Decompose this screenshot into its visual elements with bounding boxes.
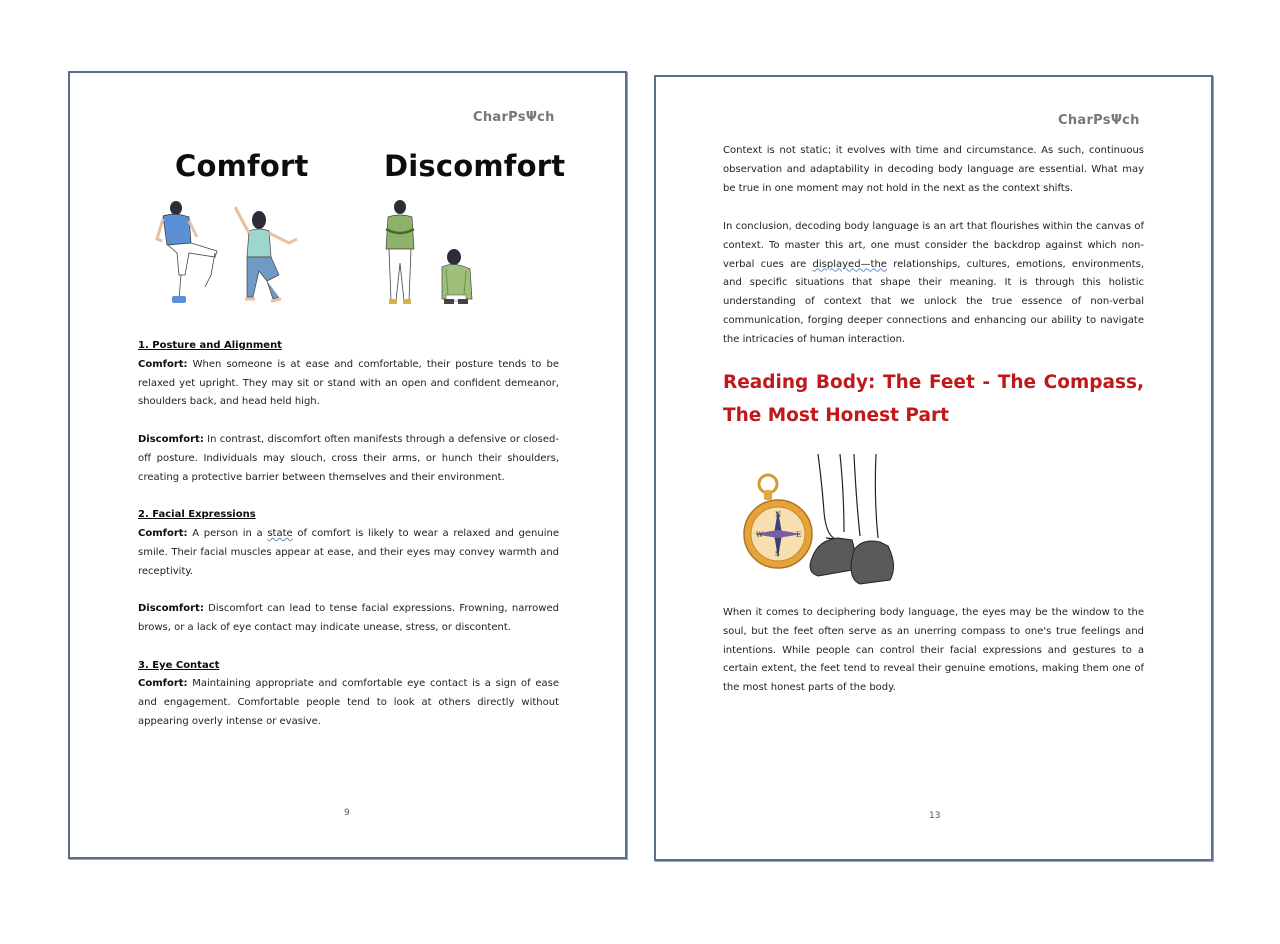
paragraph-text: When someone is at ease and comfortable, their posture tends to be relaxed yet upright. They may sit or stand with an open and confident demeanor, shoulders back, and head held high. — [138, 358, 560, 408]
paragraph — [138, 525, 559, 581]
svg-text:S: S — [775, 550, 780, 558]
paragraph-text: of comfort is likely to wear a relaxed and genuine smile. Their facial muscles appear at ease, and their eyes may convey warmth and receptivity. — [138, 527, 559, 577]
svg-text:N: N — [775, 511, 782, 519]
comfort-people-illustration — [155, 199, 315, 314]
compass-illustration — [744, 475, 812, 568]
comfort-label: Comfort: — [138, 527, 188, 539]
discomfort-title: Discomfort — [384, 149, 566, 183]
paragraph: When it comes to deciphering body language, the eyes may be the window to the soul, but the feet often serve as an unerring compass to one's true feelings and intentions. While people can control their facial expressions and gestures to a certain extent, the feet tend to reveal their genuine emotions, making them one of the most honest parts of the body. — [723, 607, 1144, 694]
discomfort-people-illustration — [380, 199, 490, 314]
svg-text:E: E — [796, 531, 802, 539]
paragraph-text: In contrast, discomfort often manifests through a defensive or closed-off posture. Individuals may slouch, cross their arms, or hunch their shoulders, creating a protective barrier between themselves and their environment. — [138, 433, 559, 483]
feet-shoes-illustration — [818, 454, 878, 540]
paragraph — [138, 356, 559, 412]
paragraph-text: Discomfort can lead to tense facial expressions. Frowning, narrowed brows, or a lack of eye contact may indicate unease, stress, or discontent. — [138, 603, 559, 633]
paragraph — [138, 675, 559, 731]
spellcheck-flagged-word: state — [267, 527, 293, 539]
section-heading: Reading Body: The Feet - The Compass, The Most Honest Part — [723, 372, 1144, 426]
comfort-label: Comfort: — [138, 678, 188, 690]
paragraph — [138, 431, 559, 487]
paragraph-text: relationships, cultures, emotions, environments, and specific situations that shape their meaning. It is through this holistic understanding of context that we unlock the true essence of non-verbal communication, forging deeper connections and enhancing our ability to navigate the intricacies of human interaction. — [723, 258, 1145, 345]
compass-feet-illustration — [742, 454, 922, 589]
page-number: 13 — [929, 811, 941, 821]
page-number: 9 — [344, 808, 350, 818]
svg-text:W: W — [756, 531, 764, 539]
spellcheck-flagged-word: displayed—the — [812, 258, 887, 270]
paragraph-text: In conclusion, decoding body language is an art that flourishes within the canvas of context. To master this art, one must consider the backdrop against which non-verbal cues are — [723, 221, 1144, 270]
brand-logo: CharPsΨch — [473, 110, 555, 125]
comfort-title: Comfort — [175, 149, 309, 183]
paragraph-text: Maintaining appropriate and comfortable eye contact is a sign of ease and engagement. Comfortable people tend to look at others directly without appearing overly intense or evasive. — [138, 678, 559, 727]
comfort-label: Comfort: — [138, 358, 188, 370]
section-title: 3. Eye Contact — [138, 659, 220, 671]
discomfort-label: Discomfort: — [138, 603, 204, 615]
brand-logo: CharPsΨch — [1058, 113, 1140, 128]
discomfort-label: Discomfort: — [138, 433, 204, 445]
document-page-left — [68, 71, 627, 859]
paragraph — [723, 218, 1144, 350]
paragraph-text: A person in a — [192, 527, 263, 539]
section-title: 2. Facial Expressions — [138, 509, 256, 521]
paragraph — [138, 600, 559, 638]
section-title: 1. Posture and Alignment — [138, 340, 282, 351]
document-page-right — [654, 75, 1213, 861]
left-page-body — [138, 337, 559, 732]
paragraph: Context is not static; it evolves with time and circumstance. As such, continuous observation and adaptability in decoding body language are essential. What may be true in one moment may not hold in the next as the context shifts. — [723, 145, 1144, 194]
